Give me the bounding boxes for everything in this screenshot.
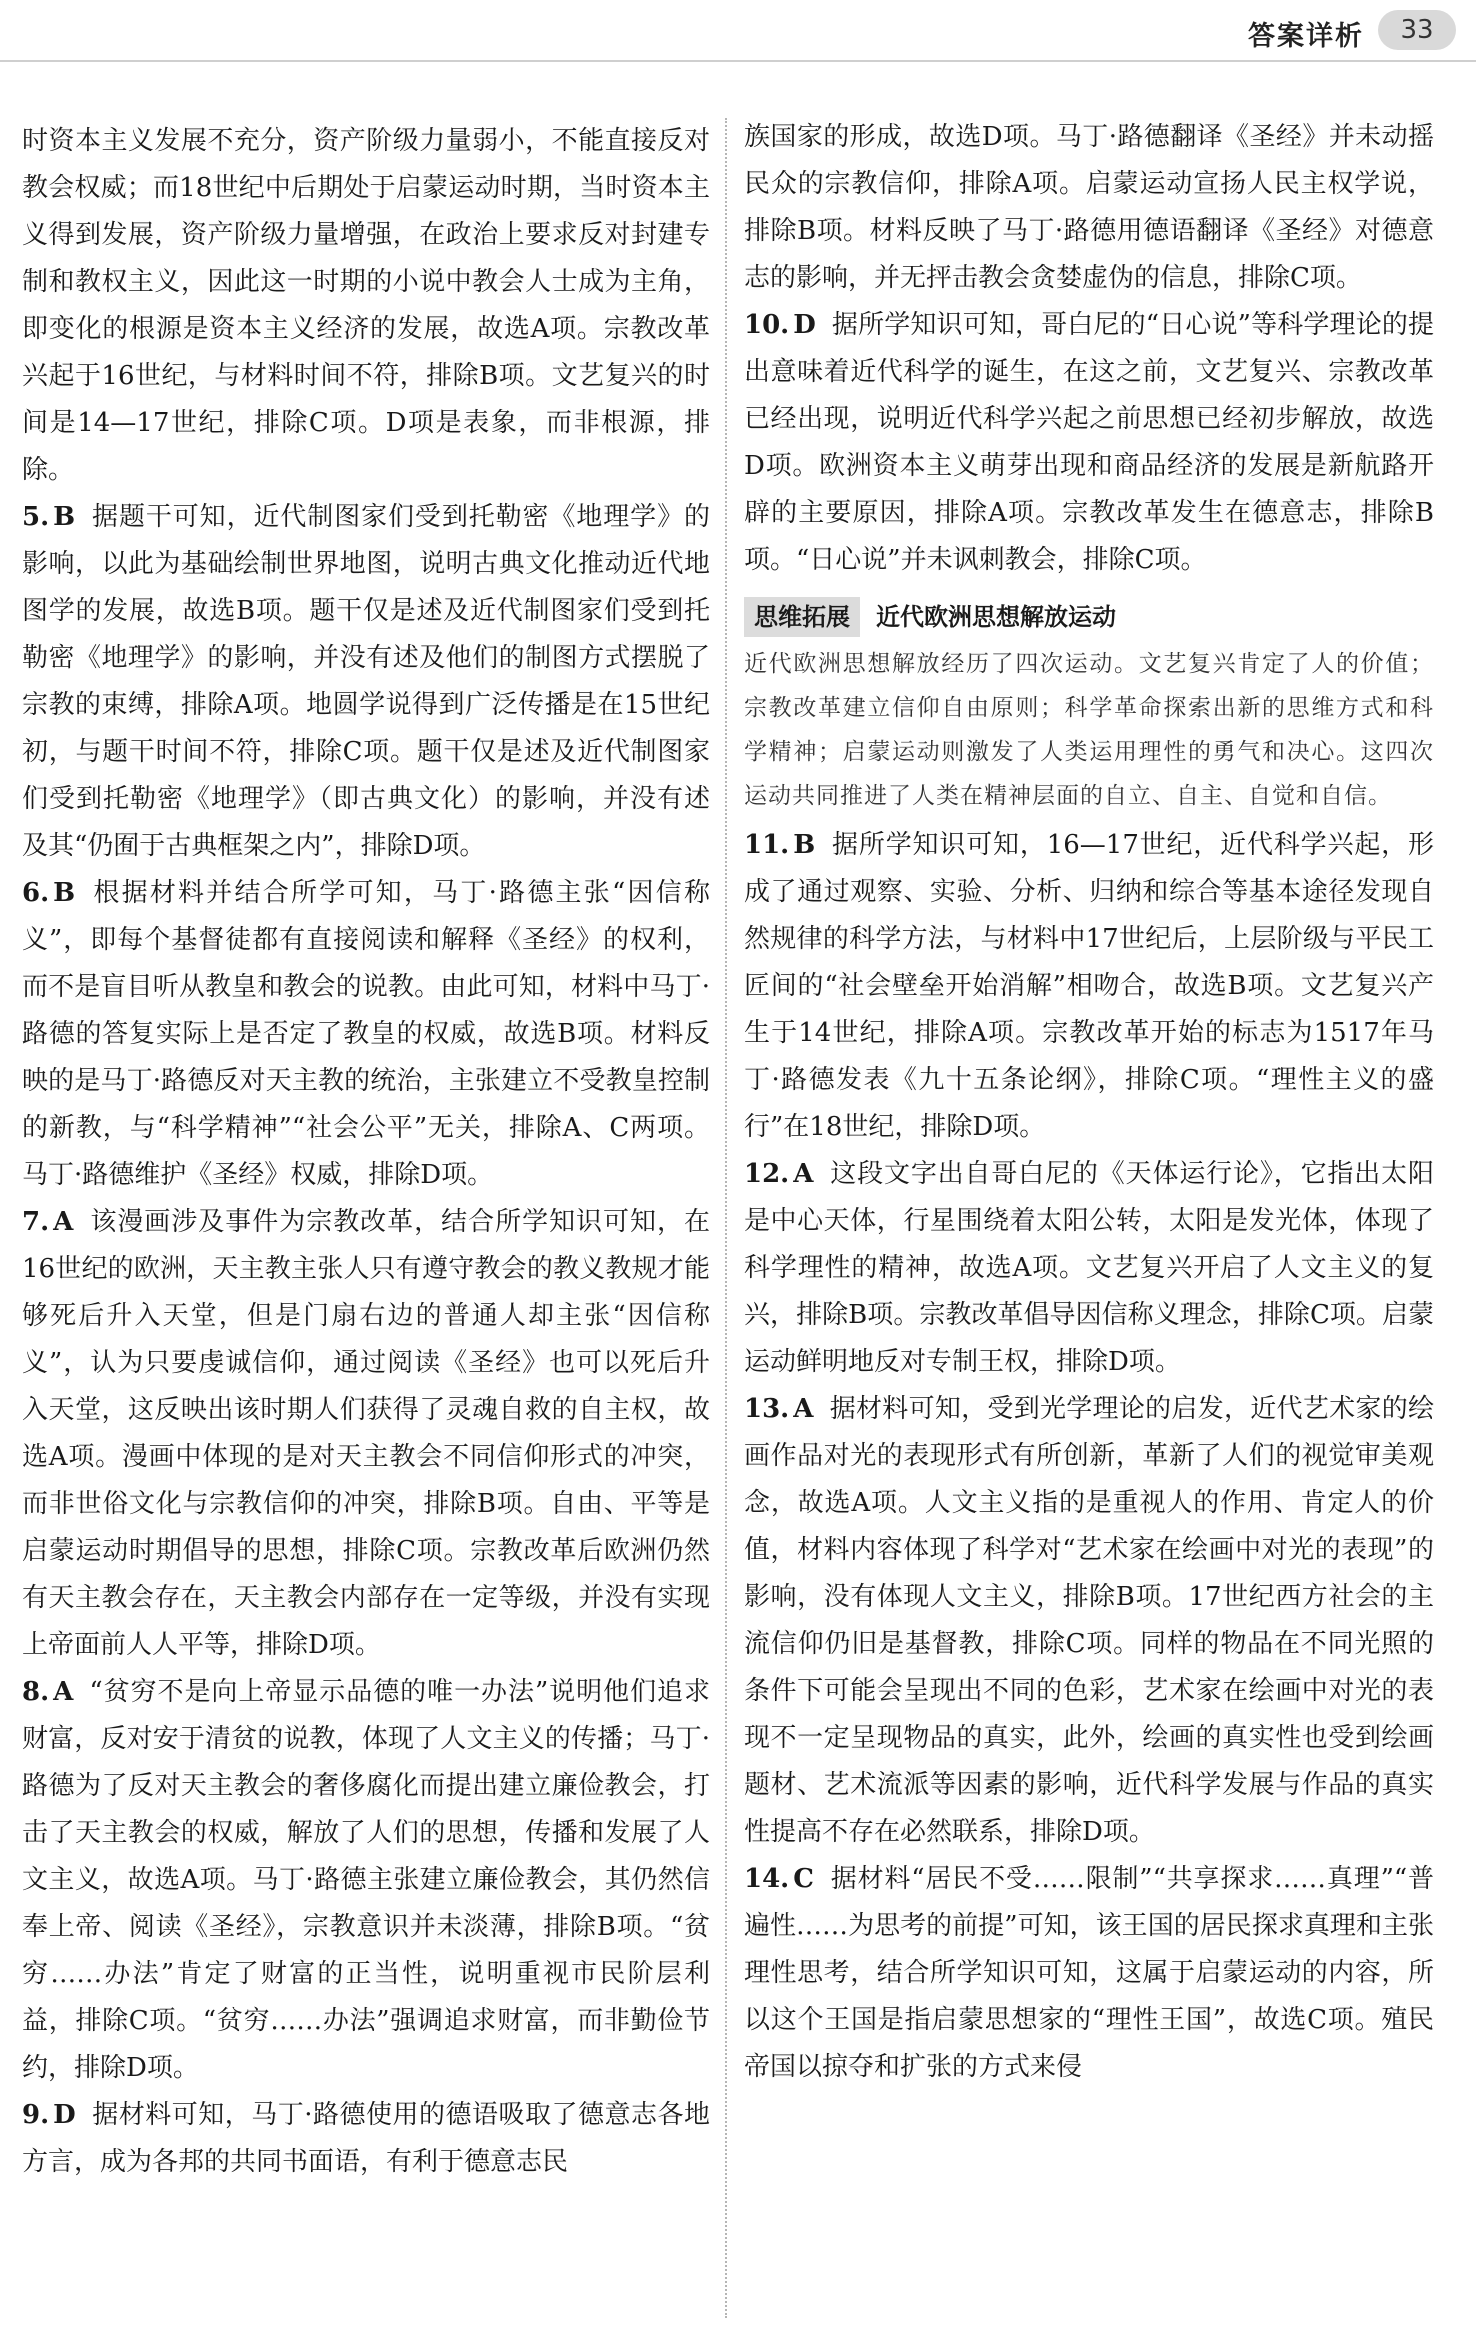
expand-box-tag: 思维拓展 xyxy=(744,597,860,637)
answer-letter: C xyxy=(793,1864,814,1894)
answer-letter: B xyxy=(53,502,76,532)
question-number: 12. xyxy=(744,1159,790,1189)
right-column xyxy=(744,114,1434,2091)
answer-item xyxy=(22,1669,710,2092)
question-number: 6. xyxy=(22,878,50,908)
page-header xyxy=(0,0,1476,62)
answer-explanation: 据材料“居民不受……限制”“共享探求……真理”“普遍性……为思考的前提”可知，该王国的居民探求真理和主张理性思考，结合所学知识可知，这属于启蒙运动的内容，所以这个王国是指启蒙思想家的“理性王国”，故选C项。殖民帝国以掠夺和扩张的方式来侵 xyxy=(744,1864,1434,2082)
answer-letter: A xyxy=(53,1207,74,1237)
answer-explanation: 该漫画涉及事件为宗教改革，结合所学知识可知，在16世纪的欧洲，天主教主张人只有遵守教会的教义教规才能够死后升入天堂，但是门扇右边的普通人却主张“因信称义”，认为只要虔诚信仰，通过阅读《圣经》也可以死后升入天堂，这反映出该时期人们获得了灵魂自救的自主权，故选A项。漫画中体现的是对天主教会不同信仰形式的冲突，而非世俗文化与宗教信仰的冲突，排除B项。自由、平等是启蒙运动时期倡导的思想，排除C项。宗教改革后欧洲仍然有天主教会存在，天主教会内部存在一定等级，并没有实现上帝面前人人平等，排除D项。 xyxy=(22,1207,710,1660)
question-number: 13. xyxy=(744,1394,790,1424)
header-rule xyxy=(0,60,1476,62)
answer-letter: D xyxy=(53,2100,76,2130)
expand-box-header xyxy=(744,594,1434,634)
expand-box-title: 近代欧洲思想解放运动 xyxy=(876,603,1116,631)
continued-paragraph: 时资本主义发展不充分，资产阶级力量弱小，不能直接反对教会权威；而18世纪中后期处于启蒙运动时期，当时资本主义得到发展，资产阶级力量增强，在政治上要求反对封建专制和教权主义，因此这一时期的小说中教会人士成为主角，即变化的根源是资本主义经济的发展，故选A项。宗教改革兴起于16世纪，与材料时间不符，排除B项。文艺复兴的时间是14—17世纪，排除C项。D项是表象，而非根源，排除。 xyxy=(22,126,710,485)
answer-item xyxy=(22,494,710,870)
answer-letter: D xyxy=(793,310,816,340)
answer-item xyxy=(22,2092,710,2186)
answer-item xyxy=(22,870,710,1199)
answer-item xyxy=(744,302,1434,584)
answer-explanation: “贫穷不是向上帝显示品德的唯一办法”说明他们追求财富，反对安于清贫的说教，体现了人文主义的传播；马丁·路德为了反对天主教会的奢侈腐化而提出建立廉俭教会，打击了天主教会的权威，解放了人们的思想，传播和发展了人文主义，故选A项。马丁·路德主张建立廉俭教会，其仍然信奉上帝、阅读《圣经》，宗教意识并未淡薄，排除B项。“贫穷……办法”肯定了财富的正当性，说明重视市民阶层利益，排除C项。“贫穷……办法”强调追求财富，而非勤俭节约，排除D项。 xyxy=(22,1677,710,2083)
question-number: 9. xyxy=(22,2100,50,2130)
answer-letter: B xyxy=(53,878,76,908)
question-number: 7. xyxy=(22,1207,50,1237)
header-title: 答案详析 xyxy=(1248,21,1364,52)
answer-letter: A xyxy=(793,1394,814,1424)
answer-letter: A xyxy=(793,1159,814,1189)
answer-item xyxy=(744,1386,1434,1856)
answer-item xyxy=(744,1151,1434,1386)
question-number: 5. xyxy=(22,502,50,532)
question-number: 14. xyxy=(744,1864,790,1894)
left-column xyxy=(22,118,710,2186)
answer-explanation: 据材料可知，受到光学理论的启发，近代艺术家的绘画作品对光的表现形式有所创新，革新了人们的视觉审美观念，故选A项。人文主义指的是重视人的作用、肯定人的价值，材料内容体现了科学对“艺术家在绘画中对光的表现”的影响，没有体现人文主义，排除B项。17世纪西方社会的主流信仰仍旧是基督教，排除C项。同样的物品在不同光照的条件下可能会呈现出不同的色彩，艺术家在绘画中对光的表现不一定呈现物品的真实，此外，绘画的真实性也受到绘画题材、艺术流派等因素的影响，近代科学发展与作品的真实性提高不存在必然联系，排除D项。 xyxy=(744,1394,1434,1847)
answer-explanation: 这段文字出自哥白尼的《天体运行论》，它指出太阳是中心天体，行星围绕着太阳公转，太阳是发光体，体现了科学理性的精神，故选A项。文艺复兴开启了人文主义的复兴，排除B项。宗教改革倡导因信称义理念，排除C项。启蒙运动鲜明地反对专制王权，排除D项。 xyxy=(744,1159,1434,1377)
question-number: 10. xyxy=(744,310,790,340)
answer-item xyxy=(744,1856,1434,2091)
column-divider xyxy=(725,118,728,2318)
question-number: 11. xyxy=(744,830,790,860)
answer-explanation: 据题干可知，近代制图家们受到托勒密《地理学》的影响，以此为基础绘制世界地图，说明古典文化推动近代地图学的发展，故选B项。题干仅是述及近代制图家们受到托勒密《地理学》的影响，并没有述及他们的制图方式摆脱了宗教的束缚，排除A项。地圆学说得到广泛传播是在15世纪初，与题干时间不符，排除C项。题干仅是述及近代制图家们受到托勒密《地理学》（即古典文化）的影响，并没有述及其“仍囿于古典框架之内”，排除D项。 xyxy=(22,502,710,861)
answer-letter: A xyxy=(53,1677,74,1707)
answer-explanation: 据所学知识可知，哥白尼的“日心说”等科学理论的提出意味着近代科学的诞生，在这之前，文艺复兴、宗教改革已经出现，说明近代科学兴起之前思想已经初步解放，故选D项。欧洲资本主义萌芽出现和商品经济的发展是新航路开辟的主要原因，排除A项。宗教改革发生在德意志，排除B项。“日心说”并未讽刺教会，排除C项。 xyxy=(744,310,1434,575)
answer-letter: B xyxy=(793,830,816,860)
expand-box-text: 近代欧洲思想解放经历了四次运动。文艺复兴肯定了人的价值；宗教改革建立信仰自由原则；科学革命探索出新的思维方式和科学精神；启蒙运动则激发了人类运用理性的勇气和决心。这四次运动共同推进了人类在精神层面的自立、自主、自觉和自信。 xyxy=(744,651,1434,809)
answer-explanation: 根据材料并结合所学可知，马丁·路德主张“因信称义”，即每个基督徒都有直接阅读和解释《圣经》的权利，而不是盲目听从教皇和教会的说教。由此可知，材料中马丁·路德的答复实际上是否定了教皇的权威，故选B项。材料反映的是马丁·路德反对天主教的统治，主张建立不受教皇控制的新教，与“科学精神”“社会公平”无关，排除A、C两项。马丁·路德维护《圣经》权威，排除D项。 xyxy=(22,878,710,1190)
continued-paragraph: 族国家的形成，故选D项。马丁·路德翻译《圣经》并未动摇民众的宗教信仰，排除A项。启蒙运动宣扬人民主权学说，排除B项。材料反映了马丁·路德用德语翻译《圣经》对德意志的影响，并无抨击教会贪婪虚伪的信息，排除C项。 xyxy=(744,122,1434,293)
answer-item xyxy=(22,1199,710,1669)
answer-explanation: 据材料可知，马丁·路德使用的德语吸取了德意志各地方言，成为各邦的共同书面语，有利于德意志民 xyxy=(22,2100,710,2177)
answer-explanation: 据所学知识可知，16—17世纪，近代科学兴起，形成了通过观察、实验、分析、归纳和综合等基本途径发现自然规律的科学方法，与材料中17世纪后，上层阶级与平民工匠间的“社会壁垒开始消解”相吻合，故选B项。文艺复兴产生于14世纪，排除A项。宗教改革开始的标志为1517年马丁·路德发表《九十五条论纲》，排除C项。“理性主义的盛行”在18世纪，排除D项。 xyxy=(744,830,1434,1142)
question-number: 8. xyxy=(22,1677,50,1707)
page-number-badge: 33 xyxy=(1378,10,1456,50)
answer-item xyxy=(744,822,1434,1151)
